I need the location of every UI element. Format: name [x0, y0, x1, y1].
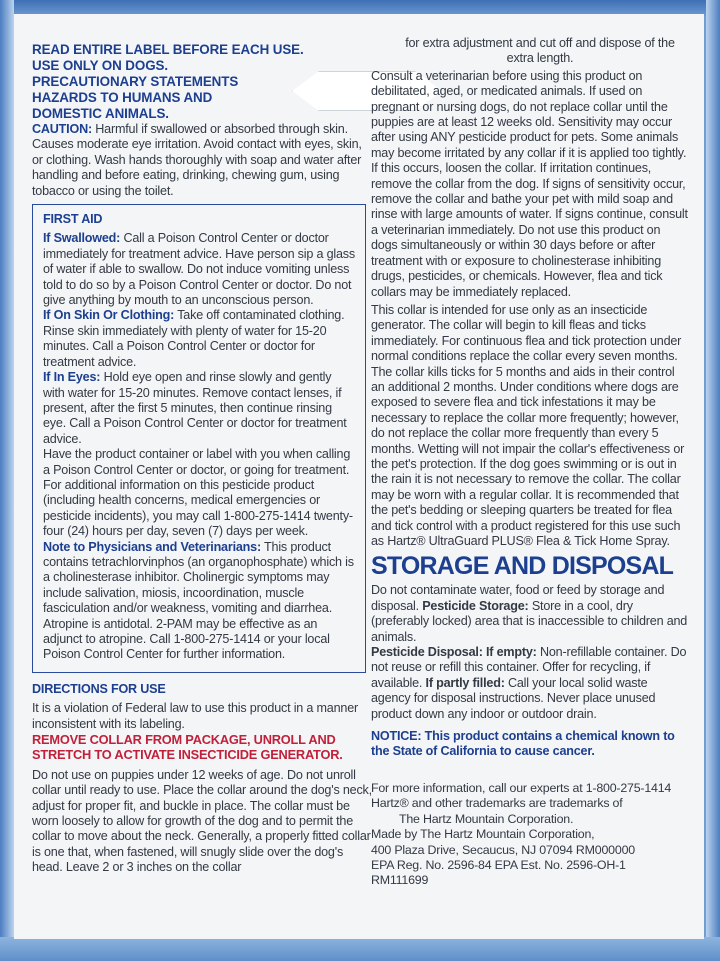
directions-title: DIRECTIONS FOR USE — [32, 681, 166, 696]
storage-disposal-title: STORAGE AND DISPOSAL — [371, 552, 674, 581]
if-in-eyes-label: If In Eyes: — [43, 370, 101, 385]
remove-collar-warning: REMOVE COLLAR FROM PACKAGE, UNROLL AND STRETCH TO ACTIVATE INSECTICIDE GENERATOR. — [32, 732, 343, 763]
header-line: HAZARDS TO HUMANS AND — [32, 90, 213, 105]
header-line: DOMESTIC ANIMALS. — [32, 106, 169, 121]
header-line: USE ONLY ON DOGS. — [32, 58, 168, 73]
disposal-paragraph — [371, 645, 689, 722]
code-line: RM111699 — [371, 873, 429, 888]
consult-paragraph: Consult a veterinarian before using this product on debilitated, aged, or medicated animals. If used on pregnant or nursing dogs, do not replace collar until the puppies are at least 12 weeks old. Sensitivity may occur after using ANY pesticide product for pets. Some animals may become irritated by any collar if it is applied too tightly. If this occurs, loosen the collar. If irritation continues, remove the collar from the dog. If signs of sensitivity occur, remove the collar and bathe your pet with mild soap and rinse with large amounts of water. If signs continue, consult a veterinarian immediately. Do not use this product on dogs simultaneously or within 30 days before or after treatment with or exposure to cholinesterase inhibiting drugs, pesticides, or chemicals. However, flea and tick collars may be immediately replaced. — [371, 68, 688, 299]
storage-intro: Do not contaminate water, food or feed by storage and disposal. — [371, 583, 665, 613]
right-column — [371, 36, 689, 889]
pesticide-disposal-label: Pesticide Disposal: If empty: — [371, 645, 537, 660]
made-by-line: Made by The Hartz Mountain Corporation, — [371, 827, 595, 842]
container-paragraph: Have the product container or label with you when calling a Poison Control Center or doctor, or going for treatment. For additional information on this pesticide product (including health concerns, medical emergencies or pesticide incidents), you may call 1-800-275-1414 twenty-four (24) hours per day, seven (7) days per week. — [43, 447, 353, 539]
pesticide-disposal-text: Non-refillable container. Do not reuse or refill this container. Offer for recycling, if available. — [371, 645, 687, 690]
address-line: 400 Plaza Drive, Secaucus, NJ 07094 RM000000 — [371, 842, 635, 857]
pesticide-storage-label: Pesticide Storage: — [422, 598, 529, 613]
partly-filled-label: If partly filled: — [425, 675, 505, 690]
pesticide-storage-text: Store in a cool, dry (preferably locked) area that is inaccessible to children and animals. — [371, 598, 688, 644]
physicians-text: This product contains tetrachlorvinphos (an organophosphate) which is a cholinesterase inhibitor. Cholinergic symptoms may include salivation, miosis, incoordination, muscle fasciculation and/or weakness, vomiting and diarrhea. Atropine is antidotal. 2-PAM may be effective as an adjunct to atropine. Call 1-800-275-1414 or your local Poison Control Center for further information. — [43, 539, 354, 662]
if-swallowed-paragraph — [43, 231, 355, 308]
caution-paragraph — [32, 122, 372, 199]
if-on-skin-text: Take off contaminated clothing. Rinse skin immediately with plenty of water for 15-20 minutes. Call a Poison Control Center or doctor for treatment advice. — [43, 308, 345, 369]
if-on-skin-label: If On Skin Or Clothing: — [43, 308, 175, 323]
package-right-edge — [706, 0, 720, 961]
caution-text: Harmful if swallowed or absorbed through skin. Causes moderate eye irritation. Avoid contact with eyes, skin, or clothing. Wash hands thoroughly with soap and water after handling and before eating, drinking, chewing gum, using tobacco or using the toilet. — [32, 122, 362, 198]
info-line: For more information, call our experts at 1-800-275-1414 — [371, 780, 672, 795]
caution-label: CAUTION: — [32, 122, 92, 136]
puppies-paragraph: Do not use on puppies under 12 weeks of age. Do not unroll collar until ready to use. Place the collar around the dog's neck, adjust for proper fit, and buckle in place. The collar must be worn loosely to allow for growth of the dog and to permit the collar to move about the neck. Generally, a properly fitted collar is one that, when fastened, will snugly slide over the dog's head. Leave 2 or 3 inches on the collar — [32, 767, 372, 875]
first-aid-box — [32, 204, 366, 673]
left-column — [32, 42, 372, 876]
corporation-line: The Hartz Mountain Corporation. — [399, 811, 574, 826]
if-in-eyes-paragraph — [43, 370, 355, 447]
if-in-eyes-text: Hold eye open and rinse slowly and gently with water for 15-20 minutes. Remove contact lenses, if present, after the first 5 minutes, then continue rinsing eye. Call a Poison Control Center or doctor for treatment advice. — [43, 370, 347, 446]
package-left-edge — [0, 0, 14, 961]
california-notice: NOTICE: This product contains a chemical known to the State of California to cause cancer. — [371, 729, 675, 759]
storage-paragraph — [371, 583, 689, 645]
federal-law-paragraph: It is a violation of Federal law to use this product in a manner inconsistent with its labeling. — [32, 701, 359, 731]
label-panel — [14, 14, 704, 939]
epa-line: EPA Reg. No. 2596-84 EPA Est. No. 2596-OH-1 — [371, 857, 626, 872]
if-on-skin-paragraph — [43, 308, 355, 370]
if-swallowed-label: If Swallowed: — [43, 231, 121, 246]
generator-paragraph: This collar is intended for use only as an insecticide generator. The collar will begin to kill fleas and ticks immediately. For continuous flea and tick protection under normal conditions replace the collar every seven months. The collar kills ticks for 5 months and aids in their control an additional 2 months. Under conditions where dogs are exposed to severe flea and tick infestations it may be necessary to replace the collar more frequently; however, do not replace the collar more frequently than every 5 months. Wetting will not impair the collar's effectiveness or the pet's protection. If the dog goes swimming or is out in the rain it is not necessary to remove the collar. The collar may be worn with a regular collar. It is recommended that the pet's bedding or sleeping quarters be treated for flea and tick control with a product registered for this use such as Hartz® UltraGuard PLUS® Flea & Tick Home Spray. — [371, 302, 685, 548]
header-line: READ ENTIRE LABEL BEFORE EACH USE. — [32, 42, 304, 57]
physicians-label: Note to Physicians and Veterinarians: — [43, 539, 261, 554]
physicians-paragraph — [43, 540, 355, 663]
package-bottom-edge — [0, 937, 720, 961]
continuation-text: for extra adjustment and cut off and dispose of the extra length. — [405, 36, 675, 66]
manufacturer-info — [371, 781, 689, 889]
precautionary-header — [32, 42, 372, 122]
trademark-line: Hartz® and other trademarks are trademarks of — [371, 796, 623, 811]
partly-filled-text: Call your local solid waste agency for disposal instructions. Never place unused product down any indoor or outdoor drain. — [371, 675, 656, 721]
first-aid-title: FIRST AID — [43, 212, 103, 227]
if-swallowed-text: Call a Poison Control Center or doctor immediately for treatment advice. Have person sip a glass of water if able to swallow. Do not induce vomiting unless told to do so by a Poison Control Center or doctor. Do not give anything by mouth to an unconscious person. — [43, 231, 355, 308]
directions-section — [32, 682, 372, 876]
header-line: PRECAUTIONARY STATEMENTS — [32, 74, 239, 89]
